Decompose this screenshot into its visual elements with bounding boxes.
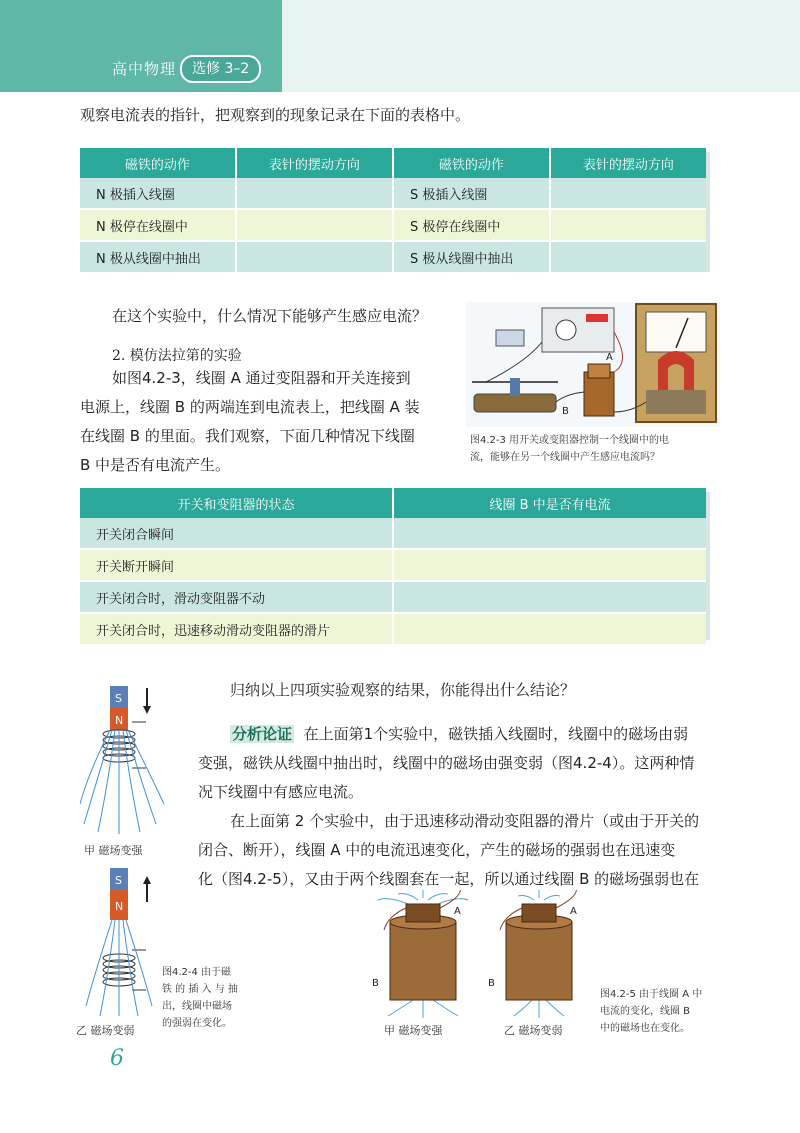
fig425-yi-label: 乙 磁场变弱	[504, 1024, 563, 1037]
t1-cell: N 极从线圈中抽出	[80, 241, 236, 273]
analysis-p2-line: 闭合、断开），线圈 A 中的电流迅速变化，产生的磁场的强弱也在迅速变	[198, 841, 676, 859]
analysis-tag: 分析论证	[232, 725, 293, 743]
question-text: 在这个实验中，什么情况下能够产生感应电流？	[112, 307, 428, 325]
t2-cell	[393, 613, 706, 645]
table-row	[80, 178, 706, 209]
t2-cell	[393, 518, 706, 549]
table-row	[80, 581, 706, 613]
t2-cell	[393, 581, 706, 613]
t2-header-current: 线圈 B 中是否有电流	[393, 488, 706, 518]
pole-s-label: S	[115, 692, 122, 705]
coil-b-icon	[584, 372, 614, 416]
analysis-p2-line: 化（图4.2-5），又由于两个线圈套在一起，所以通过线圈 B 的磁场强弱也在	[198, 870, 700, 888]
fig425-label-a: A	[454, 906, 461, 917]
fig425-label-b: B	[488, 978, 495, 989]
switch-icon	[496, 330, 524, 346]
figure-4-2-3	[466, 302, 720, 427]
section2-line: B 中是否有电流产生。	[80, 456, 231, 474]
t1-header-action-n: 磁铁的动作	[80, 148, 236, 178]
fig425-caption-line: 电流的变化，线圈 B	[600, 1006, 691, 1017]
coil-b-icon	[390, 922, 456, 1000]
figure-4-2-4-yi	[80, 866, 170, 1026]
t1-cell	[236, 209, 393, 241]
table-row	[80, 549, 706, 581]
coil-b-icon	[506, 922, 572, 1000]
fig424-caption-line: 出，线圈中磁场	[162, 1001, 232, 1012]
fig425-label-a: A	[570, 906, 577, 917]
t1-cell: N 极停在线圈中	[80, 209, 236, 241]
section2-line: 在线圈 B 的里面。我们观察，下面几种情况下线圈	[80, 427, 415, 445]
coil-a-icon	[588, 364, 610, 378]
fig424-jia-label: 甲 磁场变强	[84, 844, 143, 857]
figure-4-2-4-jia	[80, 684, 170, 844]
t1-cell	[550, 241, 706, 273]
t1-header-needle-s: 表针的摆动方向	[550, 148, 706, 178]
t2-cell	[393, 549, 706, 581]
analysis-p1-line	[230, 720, 688, 749]
t1-cell: S 极插入线圈	[393, 178, 550, 209]
field-lines-icon	[86, 920, 152, 1016]
analysis-p1-line: 况下线圈中有感应电流。	[198, 783, 364, 801]
switch-rheostat-table	[80, 488, 706, 646]
down-arrow-icon	[143, 706, 151, 714]
header-book-badge: 选修 3–2	[180, 55, 261, 83]
table-row	[80, 518, 706, 549]
fig423-label-a: A	[606, 352, 613, 363]
t2-header-state: 开关和变阻器的状态	[80, 488, 393, 518]
fig424-caption-line: 铁 的 插 入 与 抽	[162, 984, 238, 995]
section2-line: 电源上，线圈 B 的两端连到电流表上，把线圈 A 装	[80, 398, 420, 416]
fig424-caption-line: 的强弱在变化。	[162, 1018, 232, 1029]
pole-n-label: N	[115, 714, 124, 727]
analysis-p1-line: 变强，磁铁从线圈中抽出时，线圈中的磁场由强变弱（图4.2-4）。这两种情	[198, 754, 695, 772]
dial-icon	[556, 320, 576, 340]
t1-cell	[236, 241, 393, 273]
pole-s-label: S	[115, 874, 122, 887]
page-number: 6	[110, 1046, 124, 1071]
fig423-label-b: B	[562, 406, 569, 417]
table-row	[80, 613, 706, 645]
coil-a-icon	[522, 904, 556, 922]
fig425-jia-label: 甲 磁场变强	[384, 1024, 443, 1037]
table-row	[80, 209, 706, 241]
t1-cell: S 极停在线圈中	[393, 209, 550, 241]
pole-n-label: N	[115, 900, 124, 913]
header-subject: 高中物理	[112, 60, 177, 78]
fig423-caption-line: 流，能够在另一个线圈中产生感应电流吗？	[470, 452, 660, 463]
fig424-yi-label: 乙 磁场变弱	[76, 1024, 135, 1037]
indicator-icon	[586, 314, 608, 322]
t1-cell	[550, 209, 706, 241]
t1-cell	[236, 178, 393, 209]
figure-4-2-5-yi	[484, 890, 594, 1020]
table-row	[80, 241, 706, 273]
field-lines-icon	[80, 730, 164, 834]
fig423-caption-line: 图4.2-3 用开关或变阻器控制一个线圈中的电	[470, 435, 670, 446]
fig425-caption-line: 图4.2-5 由于线圈 A 中	[600, 989, 703, 1000]
up-arrow-icon	[143, 876, 151, 884]
section2-line: 如图4.2-3，线圈 A 通过变阻器和开关连接到	[112, 369, 411, 387]
figure-4-2-5-jia	[368, 890, 478, 1020]
t2-cell: 开关闭合时，滑动变阻器不动	[80, 581, 393, 613]
t1-cell: N 极插入线圈	[80, 178, 236, 209]
magnet-observation-table	[80, 148, 706, 274]
t1-header-action-s: 磁铁的动作	[393, 148, 550, 178]
fig424-caption-line: 图4.2-4 由于磁	[162, 967, 232, 978]
t1-cell	[550, 178, 706, 209]
intro-text: 观察电流表的指针，把观察到的现象记录在下面的表格中。	[80, 106, 471, 124]
analysis-p1-text: 在上面第1个实验中，磁铁插入线圈时，线圈中的磁场由弱	[303, 725, 689, 743]
t1-cell: S 极从线圈中抽出	[393, 241, 550, 273]
t2-cell: 开关闭合瞬间	[80, 518, 393, 549]
t2-cell: 开关闭合时，迅速移动滑动变阻器的滑片	[80, 613, 393, 645]
fig425-label-b: B	[372, 978, 379, 989]
fig425-caption-line: 中的磁场也在变化。	[600, 1023, 690, 1034]
coil-a-icon	[406, 904, 440, 922]
t1-header-needle-n: 表针的摆动方向	[236, 148, 393, 178]
rheostat-icon	[474, 394, 556, 412]
section2-title: 2. 模仿法拉第的实验	[112, 348, 242, 364]
conclusion-question: 归纳以上四项实验观察的结果，你能得出什么结论？	[230, 681, 576, 699]
analysis-p2-line: 在上面第 2 个实验中，由于迅速移动滑动变阻器的滑片（或由于开关的	[230, 812, 700, 830]
t2-cell: 开关断开瞬间	[80, 549, 393, 581]
